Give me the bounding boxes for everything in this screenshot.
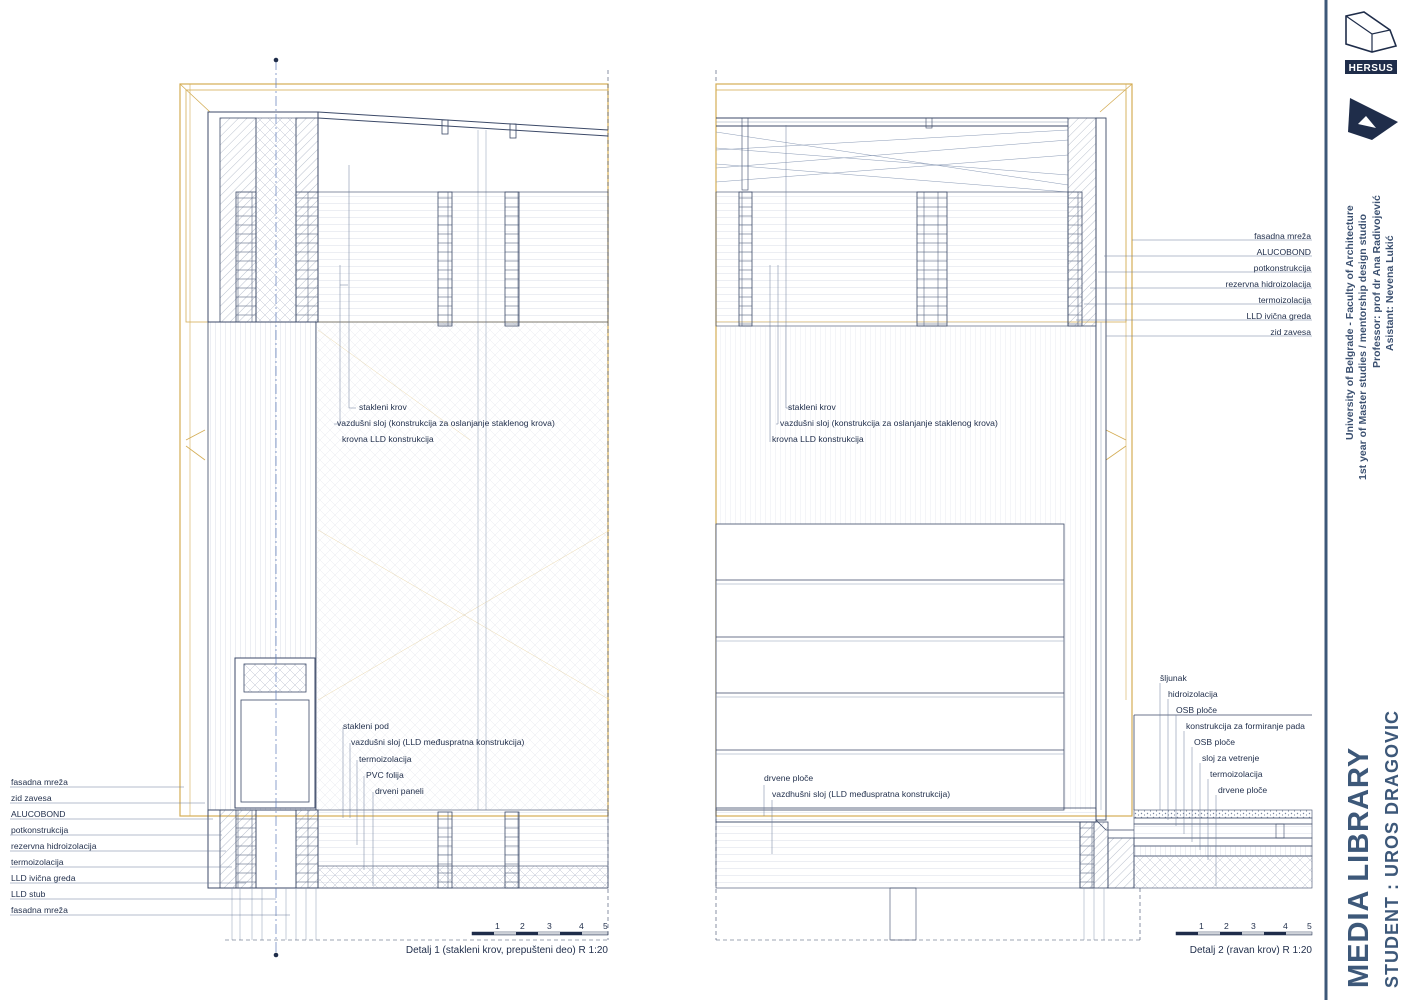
d1-scale-tick-3: 3 xyxy=(547,921,552,931)
d1-scale-tick-4: 4 xyxy=(579,921,584,931)
d2-wall-label-4: rezervna hidroizolacija xyxy=(1225,279,1311,289)
d2-roof-label-2: vazdušni sloj (konstrukcija za oslanjanje staklenog krova) xyxy=(780,418,998,428)
d1-wall-label-1: fasadna mreža xyxy=(11,777,68,787)
d2-wall-label-1: fasadna mreža xyxy=(1254,231,1311,241)
d2-terrace-label-2: hidroizolacija xyxy=(1168,689,1218,699)
d2-terrace-label-8: drvene ploče xyxy=(1218,785,1268,795)
d2-terrace-label-5: OSB ploče xyxy=(1194,737,1236,747)
d2-terrace-label-6: sloj za vetrenje xyxy=(1202,753,1260,763)
d2-terrace-label-3: OSB ploče xyxy=(1176,705,1218,715)
d1-floor-label-3: termoizolacija xyxy=(359,754,412,764)
d1-wall-label-3: ALUCOBOND xyxy=(11,809,66,819)
d2-wall-label-3: potkonstrukcija xyxy=(1253,263,1311,273)
d2-wall-label-5: termoizolacija xyxy=(1258,295,1311,305)
d1-scale-tick-1: 1 xyxy=(495,921,500,931)
d2-terrace-label-7: termoizolacija xyxy=(1210,769,1263,779)
d1-wall-label-5: rezervna hidroizolacija xyxy=(11,841,97,851)
d1-roof-label-1: stakleni krov xyxy=(359,402,407,412)
student-name: STUDENT : UROS DRAGOVIC xyxy=(1382,709,1402,988)
d1-wall-label-9: fasadna mreža xyxy=(11,905,68,915)
d2-roof-label-3: krovna LLD konstrukcija xyxy=(772,434,864,444)
d1-floor-label-4: PVC folija xyxy=(366,770,404,780)
d1-floor-label-1: stakleni pod xyxy=(343,721,389,731)
d1-wall-label-8: LLD stub xyxy=(11,889,46,899)
d2-wall-label-7: zid zavesa xyxy=(1270,327,1311,337)
d2-scale-tick-2: 2 xyxy=(1224,921,1229,931)
detail-1-drawing xyxy=(10,58,610,958)
d1-wall-label-4: potkonstrukcija xyxy=(11,825,69,835)
faculty-logo-icon xyxy=(1348,98,1398,140)
d2-scale-bar xyxy=(1176,932,1312,935)
detail-2-drawing xyxy=(716,70,1312,940)
assistant-text: Asistant: Nevena Lukić xyxy=(1384,235,1396,351)
university-text: University of Belgrade - Faculty of Architecture xyxy=(1344,205,1356,440)
d1-roof-label-3: krovna LLD konstrukcija xyxy=(342,434,434,444)
d1-floor-label-2: vazdušni sloj (LLD međuspratna konstrukcija) xyxy=(351,737,525,747)
d2-terrace-label-4: konstrukcija za formiranje pada xyxy=(1186,721,1305,731)
d1-scale-tick-2: 2 xyxy=(520,921,525,931)
d2-caption: Detalj 2 (ravan krov) R 1:20 xyxy=(1189,945,1312,956)
d2-wall-label-6: LLD ivična greda xyxy=(1246,311,1311,321)
d2-roof-label-1: stakleni krov xyxy=(788,402,836,412)
project-title: MEDIA LIBRARY xyxy=(1343,746,1375,988)
d1-scale-tick-5: 5 xyxy=(603,921,608,931)
d1-scale-bar xyxy=(472,932,608,935)
d2-floor-label-1: drvene ploče xyxy=(764,773,814,783)
d2-scale-tick-4: 4 xyxy=(1283,921,1288,931)
hersus-logo-text: HERSUS xyxy=(1348,63,1394,74)
d2-scale-tick-1: 1 xyxy=(1199,921,1204,931)
professor-text: Professor: prof dr Ana Radivojević xyxy=(1371,195,1383,368)
d2-scale-tick-3: 3 xyxy=(1251,921,1256,931)
d1-floor-label-5: drveni paneli xyxy=(375,786,424,796)
d2-wall-label-2: ALUCOBOND xyxy=(1256,247,1311,257)
d2-scale-tick-5: 5 xyxy=(1307,921,1312,931)
course-text: 1st year of Master studies / mentorship design studio xyxy=(1357,213,1369,480)
d1-roof-label-2: vazdušni sloj (konstrukcija za oslanjanje staklenog krova) xyxy=(337,418,555,428)
d1-wall-label-7: LLD ivična greda xyxy=(11,873,76,883)
d2-floor-label-2: vazdhušni sloj (LLD međuspratna konstrukcija) xyxy=(772,789,951,799)
d1-caption: Detalj 1 (stakleni krov, prepušteni deo) R 1:20 xyxy=(405,945,608,956)
d2-terrace-label-1: šljunak xyxy=(1160,673,1187,683)
d1-wall-label-2: zid zavesa xyxy=(11,793,52,803)
d1-wall-label-6: termoizolacija xyxy=(11,857,64,867)
